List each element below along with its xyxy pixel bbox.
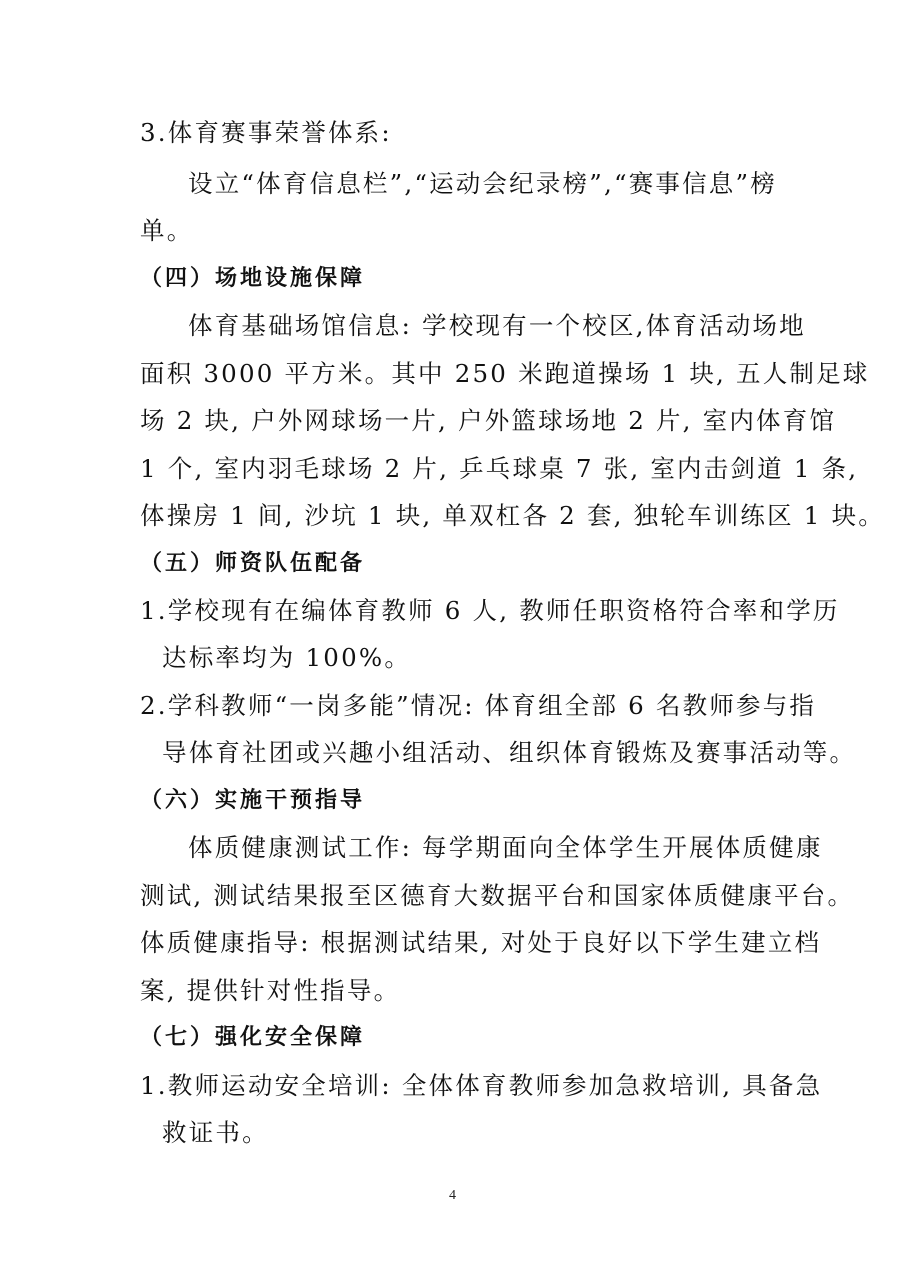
paragraph-line: 体操房 1 间, 沙坑 1 块, 单双杠各 2 套, 独轮车训练区 1 块。 <box>140 501 885 530</box>
list-item: 1.学校现有在编体育教师 6 人, 教师任职资格符合率和学历 <box>140 596 840 625</box>
section-heading: （五）师资队伍配备 <box>140 551 366 576</box>
section-heading: （六）实施干预指导 <box>140 788 366 813</box>
section-heading: （四）场地设施保障 <box>140 266 366 291</box>
list-item-continuation: 救证书。 <box>162 1118 269 1147</box>
list-item-continuation: 导体育社团或兴趣小组活动、组织体育锻炼及赛事活动等。 <box>162 738 857 767</box>
paragraph-line: 体质健康测试工作: 每学期面向全体学生开展体质健康 <box>188 833 823 862</box>
paragraph-line: 体质健康指导: 根据测试结果, 对处于良好以下学生建立档 <box>140 928 822 957</box>
paragraph-line: 面积 3000 平方米。其中 250 米跑道操场 1 块, 五人制足球 <box>140 359 870 388</box>
paragraph-line: 测试, 测试结果报至区德育大数据平台和国家体质健康平台。 <box>140 881 855 910</box>
paragraph-line: 1 个, 室内羽毛球场 2 片, 乒乓球桌 7 张, 室内击剑道 1 条, <box>140 454 859 483</box>
list-item: 1.教师运动安全培训: 全体体育教师参加急救培训, 具备急 <box>140 1071 823 1100</box>
list-item: 3.体育赛事荣誉体系: <box>140 118 392 147</box>
list-item-continuation: 达标率均为 100%。 <box>162 643 412 672</box>
paragraph-line: 单。 <box>140 216 194 245</box>
section-heading: （七）强化安全保障 <box>140 1025 366 1050</box>
page-number: 4 <box>449 1188 456 1203</box>
paragraph-line: 场 2 块, 户外网球场一片, 户外篮球场地 2 片, 室内体育馆 <box>140 406 837 435</box>
paragraph-line: 案, 提供针对性指导。 <box>140 976 401 1005</box>
paragraph-line: 设立“体育信息栏”,“运动会纪录榜”,“赛事信息”榜 <box>188 169 777 198</box>
list-item: 2.学科教师“一岗多能”情况: 体育组全部 6 名教师参与指 <box>140 691 817 720</box>
paragraph-line: 体育基础场馆信息: 学校现有一个校区,体育活动场地 <box>188 311 806 340</box>
